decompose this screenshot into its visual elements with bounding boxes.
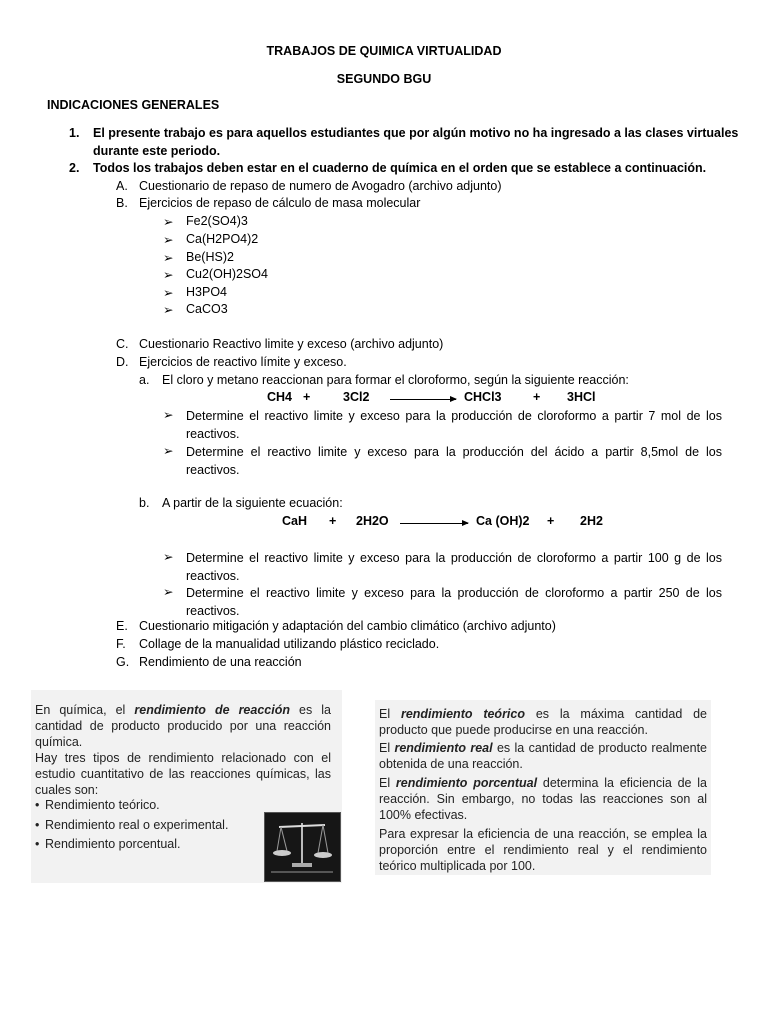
eq1-product-1: CHCl3 bbox=[464, 390, 502, 404]
reaction-arrow-icon bbox=[390, 399, 456, 400]
eq1-reactant-1: CH4 bbox=[267, 390, 293, 404]
subitem-letter: a. bbox=[139, 373, 150, 387]
dot-bullet-icon: • bbox=[35, 837, 40, 851]
arrow-bullet-icon: ➢ bbox=[163, 303, 174, 317]
dot-bullet-icon: • bbox=[35, 818, 40, 832]
item-letter: D. bbox=[116, 355, 129, 369]
item-text: Ejercicios de repaso de cálculo de masa molecular bbox=[139, 196, 421, 210]
yield-types-intro: Hay tres tipos de rendimiento relacionado con el estudio cuantitativo de las reacciones químicas, las cuales son: bbox=[35, 751, 331, 797]
theoretical-yield-text: El rendimiento teórico es la máxima cantidad de producto que puede producirse en una reacción. bbox=[379, 707, 708, 737]
arrow-bullet-icon: ➢ bbox=[163, 233, 174, 247]
yield-type-item: Rendimiento real o experimental. bbox=[45, 818, 229, 832]
percent-yield-text: El rendimiento porcentual determina la eficiencia de la reacción. Sin embargo, no todas las reacciones son al 100% efectivas. bbox=[379, 776, 707, 822]
eq1-reactant-2: 3Cl2 bbox=[343, 390, 370, 404]
arrow-bullet-icon: ➢ bbox=[163, 408, 174, 422]
item-text: Collage de la manualidad utilizando plástico reciclado. bbox=[139, 637, 440, 651]
eq1-plus: + bbox=[303, 390, 311, 404]
dot-bullet-icon: • bbox=[35, 798, 40, 812]
arrow-bullet-icon: ➢ bbox=[163, 550, 174, 564]
item-letter: C. bbox=[116, 337, 129, 351]
formula-item: CaCO3 bbox=[186, 302, 228, 316]
subitem-text: A partir de la siguiente ecuación: bbox=[162, 496, 343, 510]
formula-item: Be(HS)2 bbox=[186, 250, 234, 264]
list-number: 1. bbox=[69, 126, 80, 140]
list-item-text: El presente trabajo es para aquellos estudiantes que por algún motivo no ha ingresado a las clases virtuales bbox=[93, 126, 739, 140]
list-number: 2. bbox=[69, 161, 80, 175]
subitem-letter: b. bbox=[139, 496, 150, 510]
list-item-text: Todos los trabajos deben estar en el cuaderno de química en el orden que se establece a continuación. bbox=[93, 161, 707, 175]
eq2-plus: + bbox=[329, 514, 337, 528]
efficiency-text: Para expresar la eficiencia de una reacción, se emplea la proporción entre el rendimiento real y el rendimiento teórico multiplicada por 100. bbox=[379, 827, 707, 873]
item-letter: E. bbox=[116, 619, 128, 633]
arrow-bullet-icon: ➢ bbox=[163, 286, 174, 300]
exercise-text: Determine el reactivo limite y exceso para la producción de cloroformo a partir 7 mol de los reactivos. bbox=[186, 409, 722, 441]
item-letter: A. bbox=[116, 179, 128, 193]
eq1-plus: + bbox=[533, 390, 541, 404]
item-letter: B. bbox=[116, 196, 128, 210]
exercise-text: Determine el reactivo limite y exceso para la producción del ácido a partir 8,5mol de los reactivos. bbox=[186, 445, 722, 477]
exercise-text: Determine el reactivo limite y exceso para la producción de cloroformo a partir 250 de los reactivos. bbox=[186, 586, 722, 618]
item-letter: G. bbox=[116, 655, 130, 669]
formula-item: Fe2(SO4)3 bbox=[186, 214, 248, 228]
arrow-bullet-icon: ➢ bbox=[163, 268, 174, 282]
list-item-text: durante este periodo. bbox=[93, 144, 221, 158]
formula-item: H3PO4 bbox=[186, 285, 227, 299]
eq1-product-2: 3HCl bbox=[567, 390, 596, 404]
subitem-text: El cloro y metano reaccionan para formar el cloroformo, según la siguiente reacción: bbox=[162, 373, 629, 387]
exercise-text: Determine el reactivo limite y exceso para la producción de cloroformo a partir 100 g de los reactivos. bbox=[186, 551, 722, 583]
eq2-reactant-1: CaH bbox=[282, 514, 308, 528]
eq2-product-2: 2H2 bbox=[580, 514, 603, 528]
real-yield-text: El rendimiento real es la cantidad de producto realmente obtenida de una reacción. bbox=[379, 741, 707, 771]
arrow-bullet-icon: ➢ bbox=[163, 251, 174, 265]
yield-types-panel bbox=[375, 700, 711, 875]
item-text: Cuestionario de repaso de numero de Avogadro (archivo adjunto) bbox=[139, 179, 502, 193]
item-letter: F. bbox=[116, 637, 126, 651]
yield-definition: En química, el rendimiento de reacción es la cantidad de producto producido por una reacción química. bbox=[35, 703, 331, 749]
item-text: Rendimiento de una reacción bbox=[139, 655, 302, 669]
item-text: Ejercicios de reactivo límite y exceso. bbox=[139, 355, 347, 369]
reaction-arrow-icon bbox=[400, 523, 468, 524]
item-text: Cuestionario Reactivo limite y exceso (archivo adjunto) bbox=[139, 337, 444, 351]
eq2-reactant-2: 2H2O bbox=[356, 514, 389, 528]
arrow-bullet-icon: ➢ bbox=[163, 444, 174, 458]
arrow-bullet-icon: ➢ bbox=[163, 585, 174, 599]
section-heading: INDICACIONES GENERALES bbox=[47, 98, 220, 112]
arrow-bullet-icon: ➢ bbox=[163, 215, 174, 229]
yield-type-item: Rendimiento teórico. bbox=[45, 798, 160, 812]
eq2-product-1: Ca (OH)2 bbox=[476, 514, 530, 528]
yield-type-item: Rendimiento porcentual. bbox=[45, 837, 181, 851]
balance-scale-image bbox=[264, 812, 341, 882]
item-text: Cuestionario mitigación y adaptación del cambio climático (archivo adjunto) bbox=[139, 619, 556, 633]
yield-intro-panel bbox=[31, 690, 342, 883]
formula-item: Cu2(OH)2SO4 bbox=[186, 267, 268, 281]
page-subtitle: SEGUNDO BGU bbox=[336, 72, 432, 86]
eq2-plus: + bbox=[547, 514, 555, 528]
page-title: TRABAJOS DE QUIMICA VIRTUALIDAD bbox=[266, 44, 502, 58]
formula-item: Ca(H2PO4)2 bbox=[186, 232, 259, 246]
